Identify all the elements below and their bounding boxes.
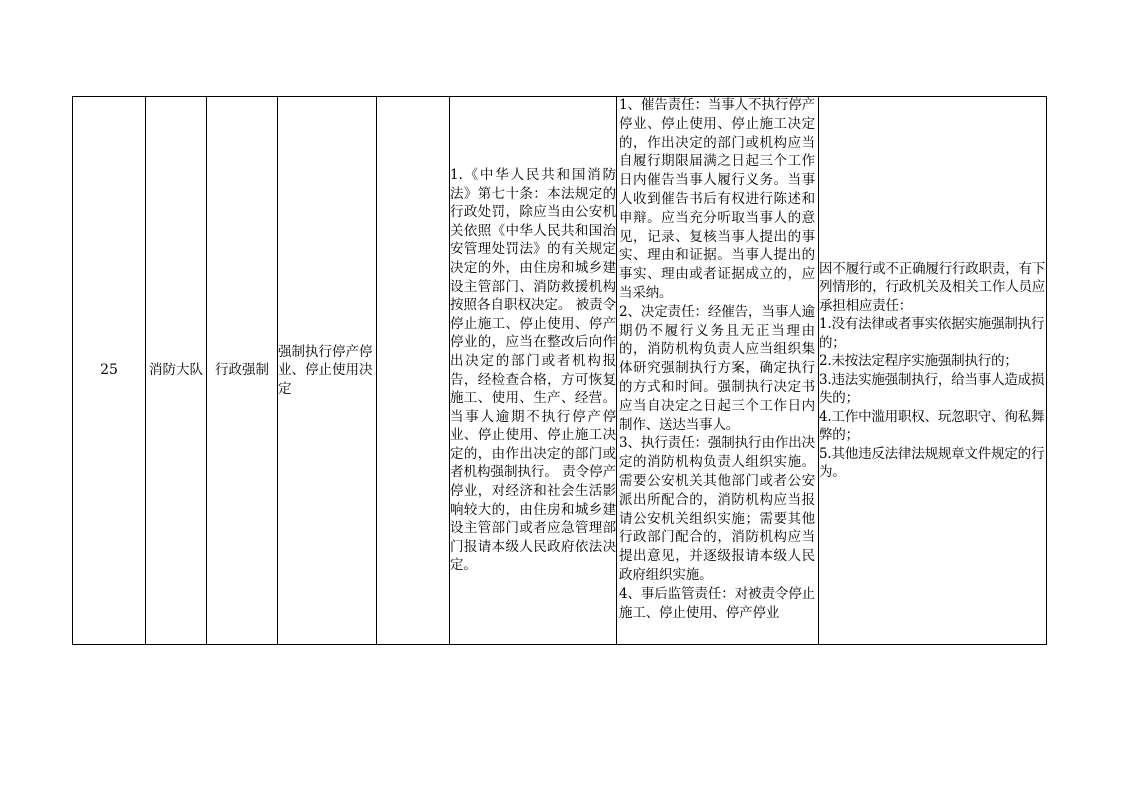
power-name-cell: 强制执行停产停业、停止使用决定 [278, 97, 377, 645]
legal-basis-cell: 1.《中华人民共和国消防法》第七十条：本法规定的行政处罚，除应当由公安机关依照《中华人民共和国治安管理处罚法》的有关规定决定的外，由住房和城乡建设主管部门、消防救援机构按照各自职权决定。 被责令停止施工、停止使用、停产停业的，应当在整改后向作出决定的部门或者机构报告，经检查合格，方可恢复施工、使用、生产、经营。 当事人逾期不执行停产停业、停止使用、停止施工决定的，由作出决定的部门或者机构强制执行。 责令停产停业，对经济和社会生活影响较大的，由住房和城乡建设主管部门或者应急管理部门报请本级人民政府依法决定。 [450, 97, 617, 645]
accountability-cell: 因不履行或不正确履行行政职责，有下列情形的，行政机关及相关工作人员应承担相应责任： 1.没有法律或者事实依据实施强制执行的； 2.未按法定程序实施强制执行的； 3.违法实施强制执行，给当事人造成损失的； 4.工作中滥用职权、玩忽职守、徇私舞弊的； 5.其他违反法律法规规章文件规定的行为。 [819, 97, 1047, 645]
table-row [73, 97, 1047, 645]
sub-item-cell [377, 97, 450, 645]
department-cell: 消防大队 [146, 97, 207, 645]
row-number: 25 [73, 97, 146, 645]
power-type-cell: 行政强制 [207, 97, 278, 645]
responsibilities-cell [617, 97, 819, 645]
responsibilities-text: 1、催告责任：当事人不执行停产停业、停止使用、停止施工决定的，作出决定的部门或机构应当自履行期限届满之日起三个工作日内催告当事人履行义务。当事人收到催告书后有权进行陈述和申辩。应当充分听取当事人的意见，记录、复核当事人提出的事实、理由和证据。当事人提出的事实、理由或者证据成立的，应当采纳。 2、决定责任：经催告，当事人逾期仍不履行义务且无正当理由的，消防机构负责人应当组织集体研究强制执行方案，确定执行的方式和时间。强制执行决定书应当自决定之日起三个工作日内制作、送达当事人。 3、执行责任：强制执行由作出决定的消防机构负责人组织实施。需要公安机关其他部门或者公安派出所配合的，消防机构应当报请公安机关组织实施；需要其他行政部门配合的，消防机构应当提出意见，并逐级报请本级人民政府组织实施。 4、事后监管责任：对被责令停止施工、停止使用、停产停业 [619, 97, 815, 621]
power-list-table [72, 96, 1047, 645]
